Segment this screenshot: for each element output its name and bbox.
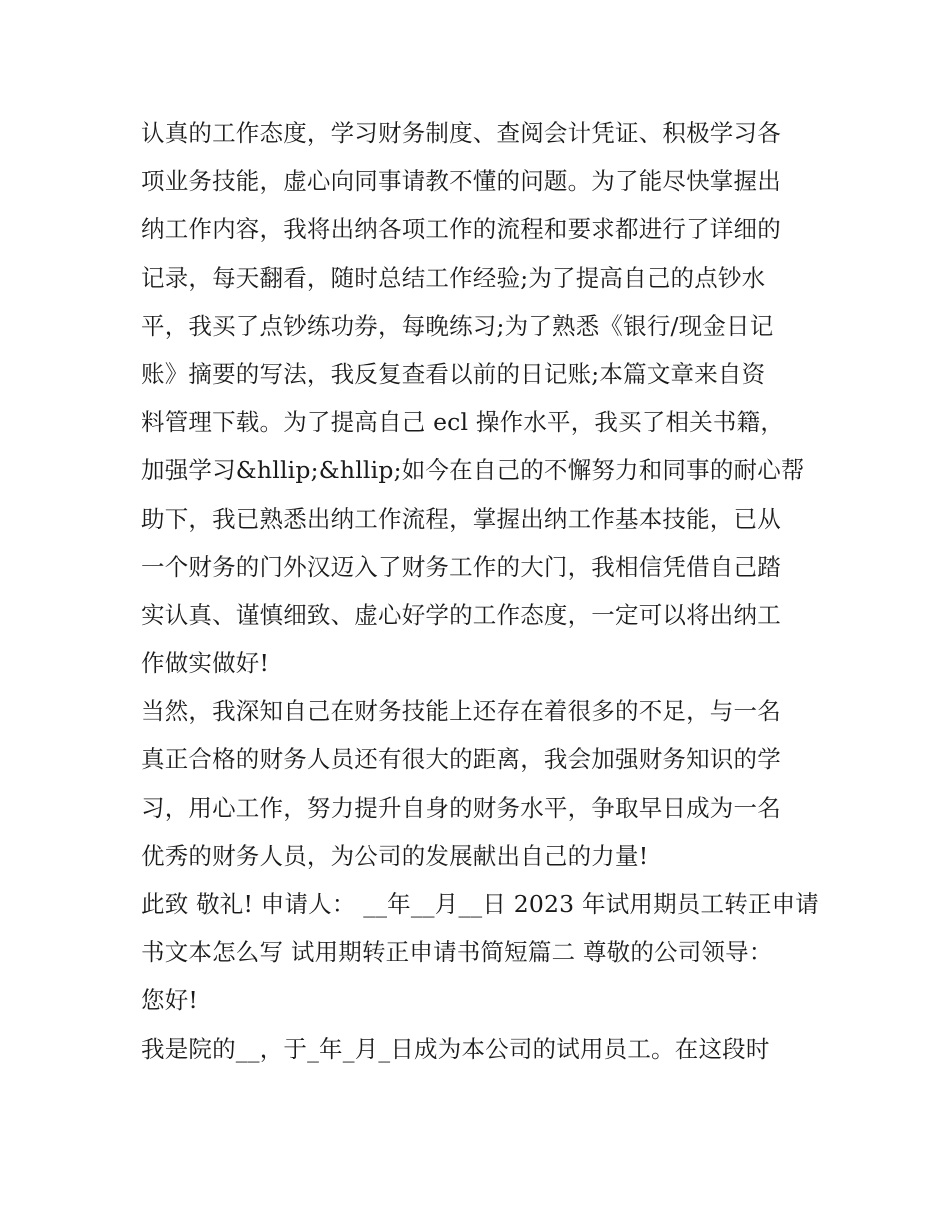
text-line: 真正合格的财务人员还有很大的距离，我会加强财务知识的学 [141,745,781,774]
text-line: 料管理下载。为了提高自己 ecl 操作水平，我买了相关书籍， [141,408,785,437]
text-line: 当然，我深知自己在财务技能上还存在着很多的不足，与一名 [141,697,781,726]
text-line: 助下，我已熟悉出纳工作流程，掌握出纳工作基本技能，已从 [141,504,781,533]
text-line: 作做实做好! [141,649,270,678]
text-line: 项业务技能，虚心向同事请教不懂的问题。为了能尽快掌握出 [141,167,781,196]
text-line: 我是院的__，于_年_月_日成为本公司的试用员工。在这段时 [141,1034,770,1063]
text-line: 认真的工作态度，学习财务制度、查阅会计凭证、积极学习各 [141,119,781,147]
text-line: 习，用心工作，努力提升自身的财务水平，争取早日成为一名 [141,793,781,822]
text-line: 纳工作内容，我将出纳各项工作的流程和要求都进行了详细的 [141,215,781,244]
text-line: 平，我买了点钞练功券，每晚练习;为了熟悉《银行/现金日记 [141,311,774,340]
text-line: 书文本怎么写 试用期转正申请书简短篇二 尊敬的公司领导： [141,938,773,967]
text-line: 实认真、谨慎细致、虚心好学的工作态度，一定可以将出纳工 [141,600,781,629]
text-line: 您好! [141,986,199,1015]
text-line: 一个财务的门外汉迈入了财务工作的大门，我相信凭借自己踏 [141,552,781,581]
text-line: 记录，每天翻看，随时总结工作经验;为了提高自己的点钞水 [141,263,766,292]
text-line: 加强学习&hllip;&hllip;如今在自己的不懈努力和同事的耐心帮 [141,456,805,485]
text-line: 优秀的财务人员，为公司的发展献出自己的力量! [141,841,649,870]
text-line: 账》摘要的写法，我反复查看以前的日记账;本篇文章来自资 [141,359,766,388]
text-line: 此致 敬礼! 申请人： __年__月__日 2023 年试用期员工转正申请 [141,890,819,918]
document-body [141,109,821,1073]
